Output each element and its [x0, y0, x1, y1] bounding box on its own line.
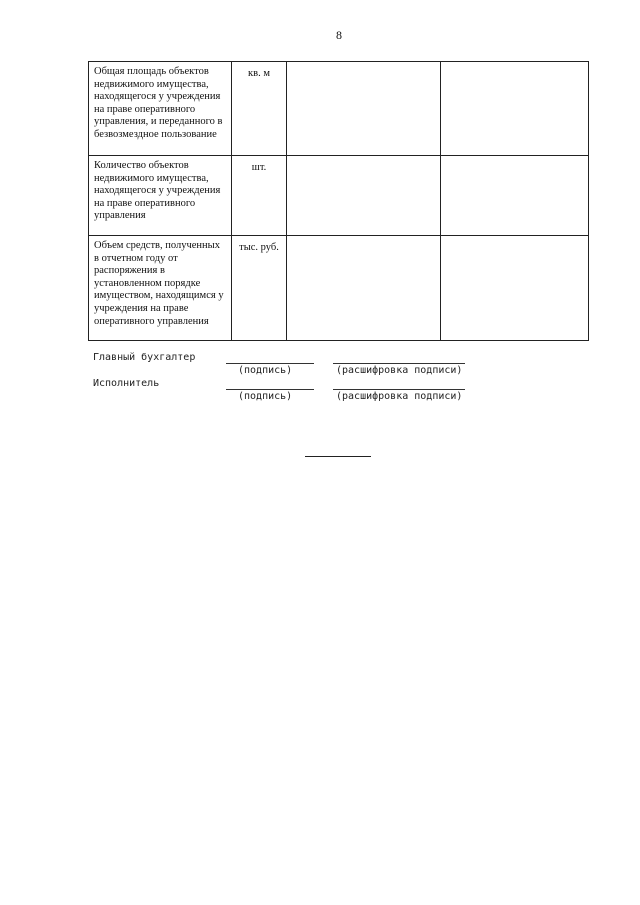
indicator-cell: Общая площадь объектов недвижимого имущества, находящегося у учреждения на праве оперативного управления, и переданного в безвозмездное пользование — [89, 62, 232, 156]
end-of-document-rule — [305, 456, 371, 457]
unit-cell: кв. м — [232, 62, 287, 156]
executor-signature-block — [0, 376, 640, 406]
value-cell — [287, 236, 441, 341]
table-row — [89, 62, 589, 156]
chief-accountant-role-label: Главный бухгалтер — [93, 352, 196, 363]
table-row — [89, 236, 589, 341]
value-cell — [441, 156, 589, 236]
value-cell — [441, 236, 589, 341]
property-indicators-table — [88, 61, 589, 341]
value-cell — [441, 62, 589, 156]
chief-accountant-decode-caption: (расшифровка подписи) — [336, 365, 463, 376]
value-cell — [287, 156, 441, 236]
executor-signature-line — [226, 389, 314, 390]
value-cell — [287, 62, 441, 156]
page-number: 8 — [336, 28, 342, 42]
unit-cell: шт. — [232, 156, 287, 236]
table-row — [89, 156, 589, 236]
executor-decode-line — [333, 389, 465, 390]
executor-signature-caption: (подпись) — [238, 391, 293, 402]
indicator-cell: Количество объектов недвижимого имущества, находящегося у учреждения на праве оперативного управления — [89, 156, 232, 236]
executor-role-label: Исполнитель — [93, 378, 160, 389]
indicator-cell: Объем средств, полученных в отчетном году от распоряжения в установленном порядке имуществом, находящимся у учреждения на праве оперативного управления — [89, 236, 232, 341]
executor-decode-caption: (расшифровка подписи) — [336, 391, 463, 402]
unit-cell: тыс. руб. — [232, 236, 287, 341]
chief-accountant-signature-line — [226, 363, 314, 364]
chief-accountant-decode-line — [333, 363, 465, 364]
chief-accountant-signature-caption: (подпись) — [238, 365, 293, 376]
